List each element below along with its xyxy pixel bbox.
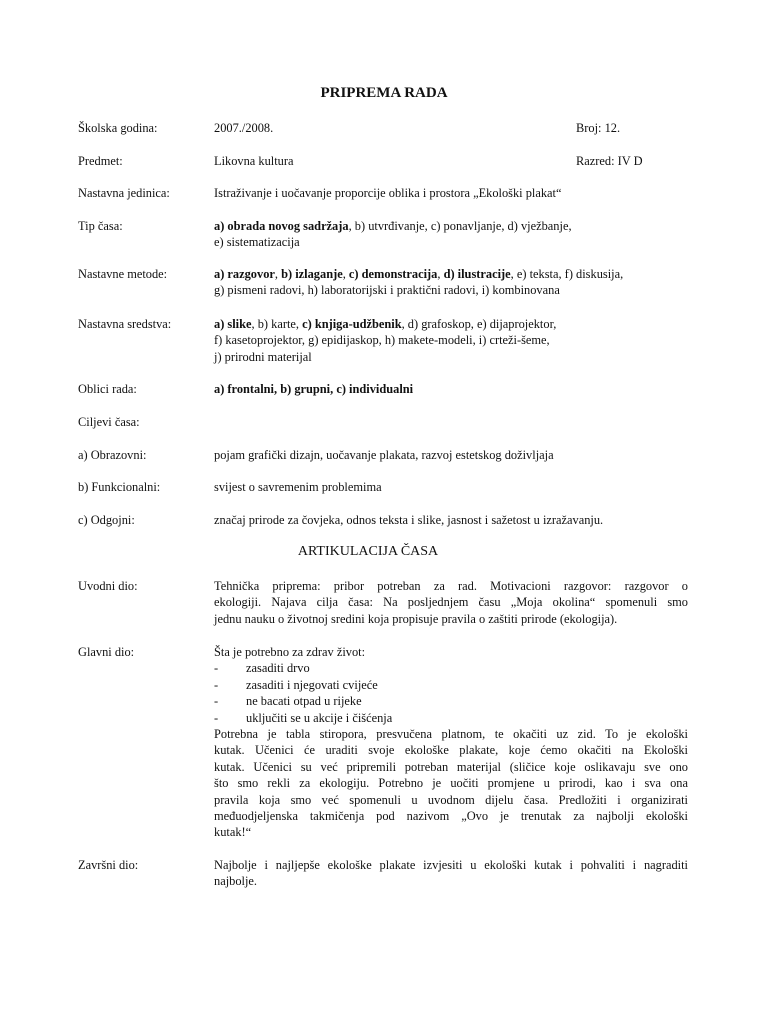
- method-b: b) izlaganje: [281, 267, 343, 281]
- unit-value: Istraživanje i uočavanje proporcije oblika i prostora „Ekološki plakat“: [214, 186, 562, 200]
- goal-b-label: b) Funkcionalni:: [78, 480, 161, 494]
- work-forms-label: Oblici rada:: [78, 382, 137, 396]
- number-field: Broj: 12.: [576, 121, 621, 135]
- list-item: [214, 710, 688, 726]
- lesson-type-rest: , b) utvrđivanje, c) ponavljanje, d) vježbanje,: [348, 219, 572, 233]
- work-forms-value-wrap: [214, 381, 688, 397]
- main-p5: pravila koja smo već spomenuli u uvodnom dijelu časa. Predložiti i organizirati: [214, 792, 688, 807]
- final-label: Završni dio:: [78, 858, 139, 872]
- work-forms-value: a) frontalni, b) grupni, c) individualni: [214, 382, 414, 396]
- list-item-text: ne bacati otpad u rijeke: [246, 694, 362, 709]
- unit-label: Nastavna jedinica:: [78, 186, 170, 200]
- final-line2: najbolje.: [214, 874, 258, 889]
- bullet-dash: -: [214, 661, 219, 676]
- intro-label: Uvodni dio:: [78, 579, 138, 593]
- list-item: [214, 693, 688, 709]
- bullet-dash: -: [214, 677, 219, 692]
- list-item: [214, 660, 688, 676]
- school-year-label: Školska godina:: [78, 121, 158, 135]
- list-item-text: zasaditi i njegovati cvijeće: [246, 677, 378, 692]
- final-line1: Najbolje i najljepše ekološke plakate izvjesiti u ekološki kutak i pohvaliti i nagraditi: [214, 858, 688, 872]
- goal-a-label: a) Obrazovni:: [78, 448, 147, 462]
- method-sep: ,: [342, 267, 349, 281]
- main-question: Šta je potrebno za zdrav život:: [214, 645, 366, 659]
- bullet-dash: -: [214, 710, 219, 725]
- class-field: Razred: IV D: [576, 154, 643, 168]
- final-text: [214, 857, 688, 890]
- method-c: c) demonstracija: [348, 267, 438, 281]
- materials-label: Nastavna sredstva:: [78, 317, 172, 331]
- list-item-text: uključiti se u akcije i čišćenja: [246, 710, 393, 725]
- materials-value: [214, 316, 688, 365]
- material-c: c) knjiga-udžbenik: [302, 317, 402, 331]
- materials-line2: f) kasetoprojektor, g) epidijaskop, h) makete-modeli, i) crteži-šeme,: [214, 333, 550, 348]
- main-p6: međuodjeljenska takmičenja pod nazivom „Ovo je trenutak za najbolji ekološki: [214, 809, 688, 824]
- intro-line1: Tehnička priprema: pribor potreban za rad. Motivacioni razgovor: razgovor o: [214, 579, 688, 593]
- page-title: PRIPREMA RADA: [320, 85, 448, 101]
- lesson-type-value: [214, 218, 688, 251]
- main-p3: kutak. Učenici su već pripremili potreban materijal (sličice koje oslikavaju sve ono: [214, 759, 688, 774]
- main-p4: što smo rekli za ekologiju. Potrebno je uočiti promjene u prirodi, kao i sva ona: [214, 776, 688, 791]
- goal-b-value: svijest o savremenim problemima: [214, 480, 382, 494]
- lesson-type-selected: a) obrada novog sadržaja: [214, 219, 349, 233]
- material-rest: , d) grafoskop, e) dijaprojektor,: [401, 317, 557, 331]
- methods-line2: g) pismeni radovi, h) laboratorijski i praktični radovi, i) kombinovana: [214, 283, 560, 298]
- material-sep: , b) karte,: [251, 317, 303, 331]
- main-p2: kutak. Učenici će uraditi svoje ekološke plakate, koje ćemo okačiti na Ekološki: [214, 743, 688, 758]
- methods-label: Nastavne metode:: [78, 267, 168, 281]
- goals-label: Ciljevi časa:: [78, 415, 140, 429]
- method-rest: , e) teksta, f) diskusija,: [510, 267, 624, 281]
- bullet-dash: -: [214, 694, 219, 709]
- lesson-type-label: Tip časa:: [78, 219, 123, 233]
- intro-line3: jednu nauku o životnoj sredini koja propisuje pravila o zaštiti prirode (ekologija).: [214, 611, 618, 626]
- main-label: Glavni dio:: [78, 645, 135, 659]
- subject-label: Predmet:: [78, 154, 123, 168]
- goal-c-value: značaj prirode za čovjeka, odnos teksta i slike, jasnost i sažetost u izražavanju.: [214, 513, 604, 527]
- materials-line3: j) prirodni materijal: [214, 349, 312, 364]
- subject-value: Likovna kultura: [214, 154, 294, 168]
- goal-c-label: c) Odgojni:: [78, 513, 135, 527]
- list-item: [214, 677, 688, 693]
- lesson-type-line2: e) sistematizacija: [214, 235, 300, 250]
- method-sep: ,: [437, 267, 444, 281]
- school-year-value: 2007./2008.: [214, 121, 274, 135]
- method-d: d) ilustracije: [443, 267, 511, 281]
- intro-text: [214, 578, 688, 627]
- methods-value: [214, 266, 688, 299]
- main-p7: kutak!“: [214, 825, 252, 840]
- method-a: a) razgovor: [214, 267, 275, 281]
- main-p1: Potrebna je tabla stiropora, presvučena platnom, te okačiti uz zid. To je ekološki: [214, 727, 688, 742]
- articulation-title: ARTIKULACIJA ČASA: [297, 544, 439, 559]
- material-a: a) slike: [214, 317, 252, 331]
- main-text: [214, 644, 688, 841]
- intro-line2: ekologiji. Najava cilja časa: Na posljednjem času „Moja okolina“ spomenuli smo: [214, 595, 688, 610]
- list-item-text: zasaditi drvo: [246, 661, 310, 676]
- goal-a-value: pojam grafički dizajn, uočavanje plakata, razvoj estetskog doživljaja: [214, 448, 554, 462]
- method-sep: ,: [274, 267, 282, 281]
